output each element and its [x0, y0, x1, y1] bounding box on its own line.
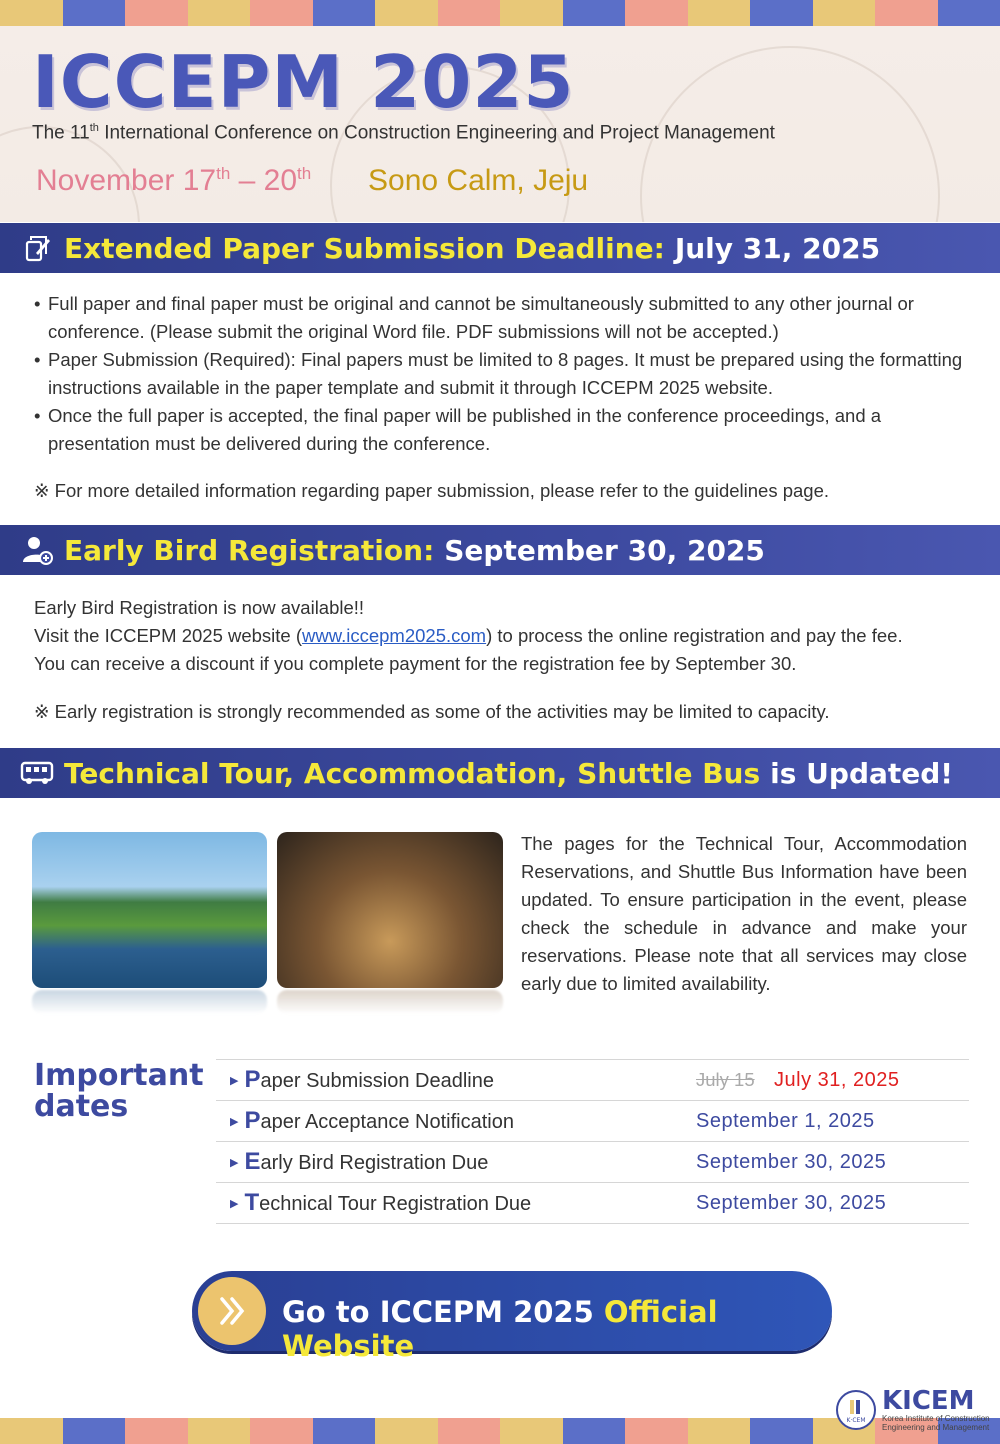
kicem-logo	[836, 1388, 990, 1432]
early-bird-text	[34, 594, 984, 678]
jeju-coast-photo	[32, 832, 267, 988]
document-edit-icon	[20, 231, 54, 265]
stripe-segment	[63, 0, 126, 26]
website-link[interactable]: www.iccepm2025.com	[302, 625, 487, 646]
triangle-right-icon: ▶	[230, 1115, 239, 1128]
stripe-segment	[625, 0, 688, 26]
section-heading: Technical Tour, Accommodation, Shuttle Bus	[64, 756, 761, 790]
kicem-text: KICEM Korea Institute of Construction Engineering and Management	[882, 1386, 990, 1432]
double-chevron-right-icon	[198, 1277, 266, 1345]
conference-title: ICCEPM 2025	[32, 40, 575, 124]
date-value: September 30, 2025	[696, 1191, 887, 1214]
stripe-segment	[313, 0, 376, 26]
section-heading: Extended Paper Submission Deadline:	[64, 231, 665, 265]
triangle-right-icon: ▶	[230, 1074, 239, 1087]
early-bird-note: ※ Early registration is strongly recommended as some of the activities may be limited to capacity.	[34, 701, 830, 722]
stripe-segment	[313, 1418, 376, 1444]
list-item: • Full paper and final paper must be original and cannot be simultaneously submitted to any other journal or conference. (Please submit the original Word file. PDF submissions will not be accepted.)	[34, 290, 974, 346]
list-item: • Paper Submission (Required): Final papers must be limited to 8 pages. It must be prepared using the formatting instructions available in the paper template and submit it through ICCEPM 2025 website.	[34, 346, 974, 402]
stripe-segment	[750, 0, 813, 26]
official-website-label: Go to ICCEPM 2025 Official Website	[282, 1295, 718, 1363]
user-add-icon	[20, 533, 54, 567]
svg-text:K·CEM: K·CEM	[846, 1417, 866, 1424]
stripe-segment	[938, 0, 1000, 26]
stripe-segment	[563, 1418, 626, 1444]
stripe-segment	[625, 1418, 688, 1444]
kicem-emblem-icon	[836, 1390, 876, 1430]
stripe-segment	[875, 0, 938, 26]
date-value: July 31, 2025	[774, 1068, 900, 1091]
triangle-right-icon: ▶	[230, 1197, 239, 1210]
stripe-segment	[750, 1418, 813, 1444]
date-label: Technical Tour Registration Due	[244, 1189, 532, 1216]
date-label: Paper Submission Deadline	[244, 1066, 494, 1093]
table-row	[216, 1101, 969, 1142]
early-bird-line: Early Bird Registration is now available!!	[34, 597, 365, 618]
stripe-segment	[0, 0, 63, 26]
section-bar-paper-deadline	[0, 223, 1000, 273]
section-heading-date: July 31, 2025	[674, 231, 881, 265]
section-heading: Early Bird Registration:	[64, 533, 435, 567]
stripe-segment	[563, 0, 626, 26]
stripe-segment	[188, 1418, 251, 1444]
conference-subtitle: The 11th International Conference on Construction Engineering and Project Management	[32, 122, 775, 144]
tour-update-text: The pages for the Technical Tour, Accommodation Reservations, and Shuttle Bus Information have been updated. To ensure participation in the event, please check the schedule in advance and make your reservations. Please note that all services may close early due to limited availability.	[521, 833, 967, 994]
official-website-button[interactable]	[192, 1271, 832, 1363]
photo-reflection	[32, 990, 267, 1014]
bus-icon	[20, 756, 54, 790]
stripe-segment	[125, 1418, 188, 1444]
stripe-segment	[500, 0, 563, 26]
stripe-segment	[250, 1418, 313, 1444]
important-dates-table	[216, 1059, 969, 1224]
date-value: September 1, 2025	[696, 1109, 875, 1132]
section-heading-rest: is Updated!	[770, 756, 954, 790]
date-value: September 30, 2025	[696, 1150, 887, 1173]
date-label: Paper Acceptance Notification	[244, 1107, 514, 1134]
stripe-segment	[188, 0, 251, 26]
conference-dates: November 17th – 20th	[36, 164, 312, 197]
stripe-segment	[63, 1418, 126, 1444]
section-bar-tour-update	[0, 748, 1000, 798]
table-row	[216, 1060, 969, 1101]
section-bar-early-bird	[0, 525, 1000, 575]
stripe-segment	[813, 0, 876, 26]
stripe-segment	[438, 1418, 501, 1444]
early-bird-line: Visit the ICCEPM 2025 website (www.iccepm2025.com) to process the online registration and pay the fee.	[34, 625, 903, 646]
stripe-segment	[500, 1418, 563, 1444]
photo-reflection	[277, 990, 503, 1014]
old-date: July 15	[696, 1069, 755, 1090]
stripe-segment	[375, 0, 438, 26]
stripe-segment	[688, 0, 751, 26]
venue-interior-photo	[277, 832, 503, 988]
date-label: Early Bird Registration Due	[244, 1148, 489, 1175]
top-color-stripe	[0, 0, 1000, 26]
stripe-segment	[688, 1418, 751, 1444]
important-dates-title: Important dates	[34, 1058, 204, 1124]
stripe-segment	[0, 1418, 63, 1444]
section-heading-date: September 30, 2025	[444, 533, 765, 567]
early-bird-line: You can receive a discount if you complete payment for the registration fee by September 30.	[34, 653, 797, 674]
table-row	[216, 1183, 969, 1224]
paper-guidelines-note: ※ For more detailed information regarding paper submission, please refer to the guidelines page.	[34, 480, 830, 501]
stripe-segment	[375, 1418, 438, 1444]
triangle-right-icon: ▶	[230, 1156, 239, 1169]
stripe-segment	[250, 0, 313, 26]
conference-venue: Sono Calm, Jeju	[368, 164, 589, 197]
list-item: • Once the full paper is accepted, the final paper will be published in the conference proceedings, and a presentation must be delivered during the conference.	[34, 402, 974, 458]
table-row	[216, 1142, 969, 1183]
stripe-segment	[438, 0, 501, 26]
paper-requirements-list	[34, 290, 974, 458]
stripe-segment	[125, 0, 188, 26]
banner-header	[0, 26, 1000, 222]
